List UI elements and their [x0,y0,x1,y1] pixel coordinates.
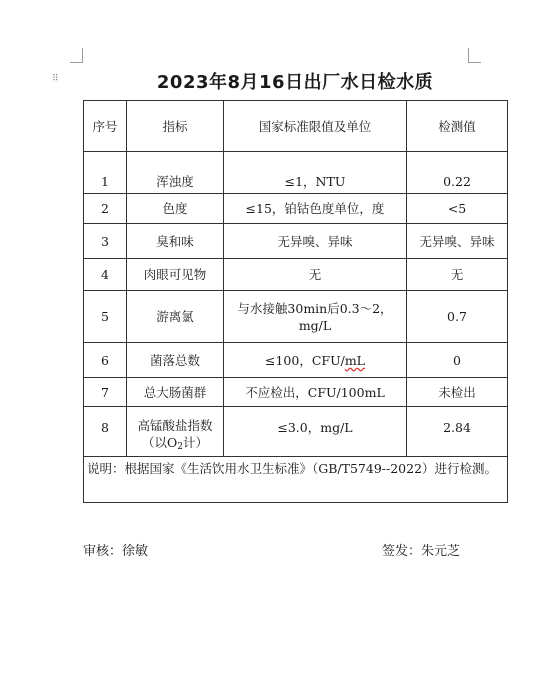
row-no: 1 [84,152,127,194]
row-value: <5 [407,194,508,224]
row-limit: 不应检出，CFU/100mL [224,378,407,407]
row-value: 无异嗅、异味 [407,224,508,259]
indicator-line2-prefix: （以O [142,435,178,450]
table-row [84,407,508,457]
row-no: 2 [84,194,127,224]
row-limit-line2: mg/L [298,317,332,333]
row-no: 5 [84,291,127,343]
row-no: 3 [84,224,127,259]
row-limit [224,343,407,378]
indicator-line2-subscript: 2 [177,442,183,452]
row-indicator: 臭和味 [127,224,224,259]
table-row [84,378,508,407]
table-header-row [84,101,508,152]
header-value: 检测值 [407,101,508,152]
row-limit: ≤15，铂钴色度单位，度 [224,194,407,224]
table-note-row [84,457,508,503]
row-limit: 无 [224,259,407,291]
row-indicator: 游离氯 [127,291,224,343]
row-indicator-line2 [129,434,221,456]
indicator-line2-suffix: 计） [182,435,208,450]
table-row [84,224,508,259]
table-row [84,291,508,343]
table-row [84,194,508,224]
row-indicator: 菌落总数 [127,343,224,378]
row-indicator [127,407,224,457]
row-limit-line1: 与水接触30min后0.3～2， [237,300,393,316]
page-corner-mark-top-right [468,48,481,63]
table-note: 说明：根据国家《生活饮用水卫生标准》（GB/T5749--2022）进行检测。 [84,457,508,503]
row-no: 6 [84,343,127,378]
drag-handle-icon[interactable]: ⠿ [52,74,60,84]
header-no: 序号 [84,101,127,152]
row-indicator-line1: 高锰酸盐指数 [137,418,213,433]
row-value: 未检出 [407,378,508,407]
header-indicator: 指标 [127,101,224,152]
row-indicator: 肉眼可见物 [127,259,224,291]
water-quality-table [83,100,508,503]
page-corner-mark-top-left [70,48,83,63]
row-indicator: 总大肠菌群 [127,378,224,407]
row-no: 8 [84,407,127,457]
row-indicator: 色度 [127,194,224,224]
row-limit: 无异嗅、异味 [224,224,407,259]
issuer-signature: 签发：朱元芝 [382,544,461,559]
row-value: 0 [407,343,508,378]
spellcheck-underlined-unit: mL [344,352,365,368]
row-value: 2.84 [407,407,508,457]
row-value: 0.7 [407,291,508,343]
row-no: 7 [84,378,127,407]
row-limit: ≤3.0，mg/L [224,407,407,457]
row-indicator: 浑浊度 [127,152,224,194]
table-row [84,152,508,194]
row-limit: ≤1，NTU [224,152,407,194]
row-no: 4 [84,259,127,291]
row-limit [224,291,407,343]
row-value: 0.22 [407,152,508,194]
table-row [84,259,508,291]
document-title: 2023年8月16日出厂水日检水质 [156,72,434,93]
table-row [84,343,508,378]
row-limit-prefix: ≤100，CFU/ [265,352,345,368]
header-limit: 国家标准限值及单位 [224,101,407,152]
row-value: 无 [407,259,508,291]
reviewer-signature: 审核：徐敏 [83,544,149,559]
